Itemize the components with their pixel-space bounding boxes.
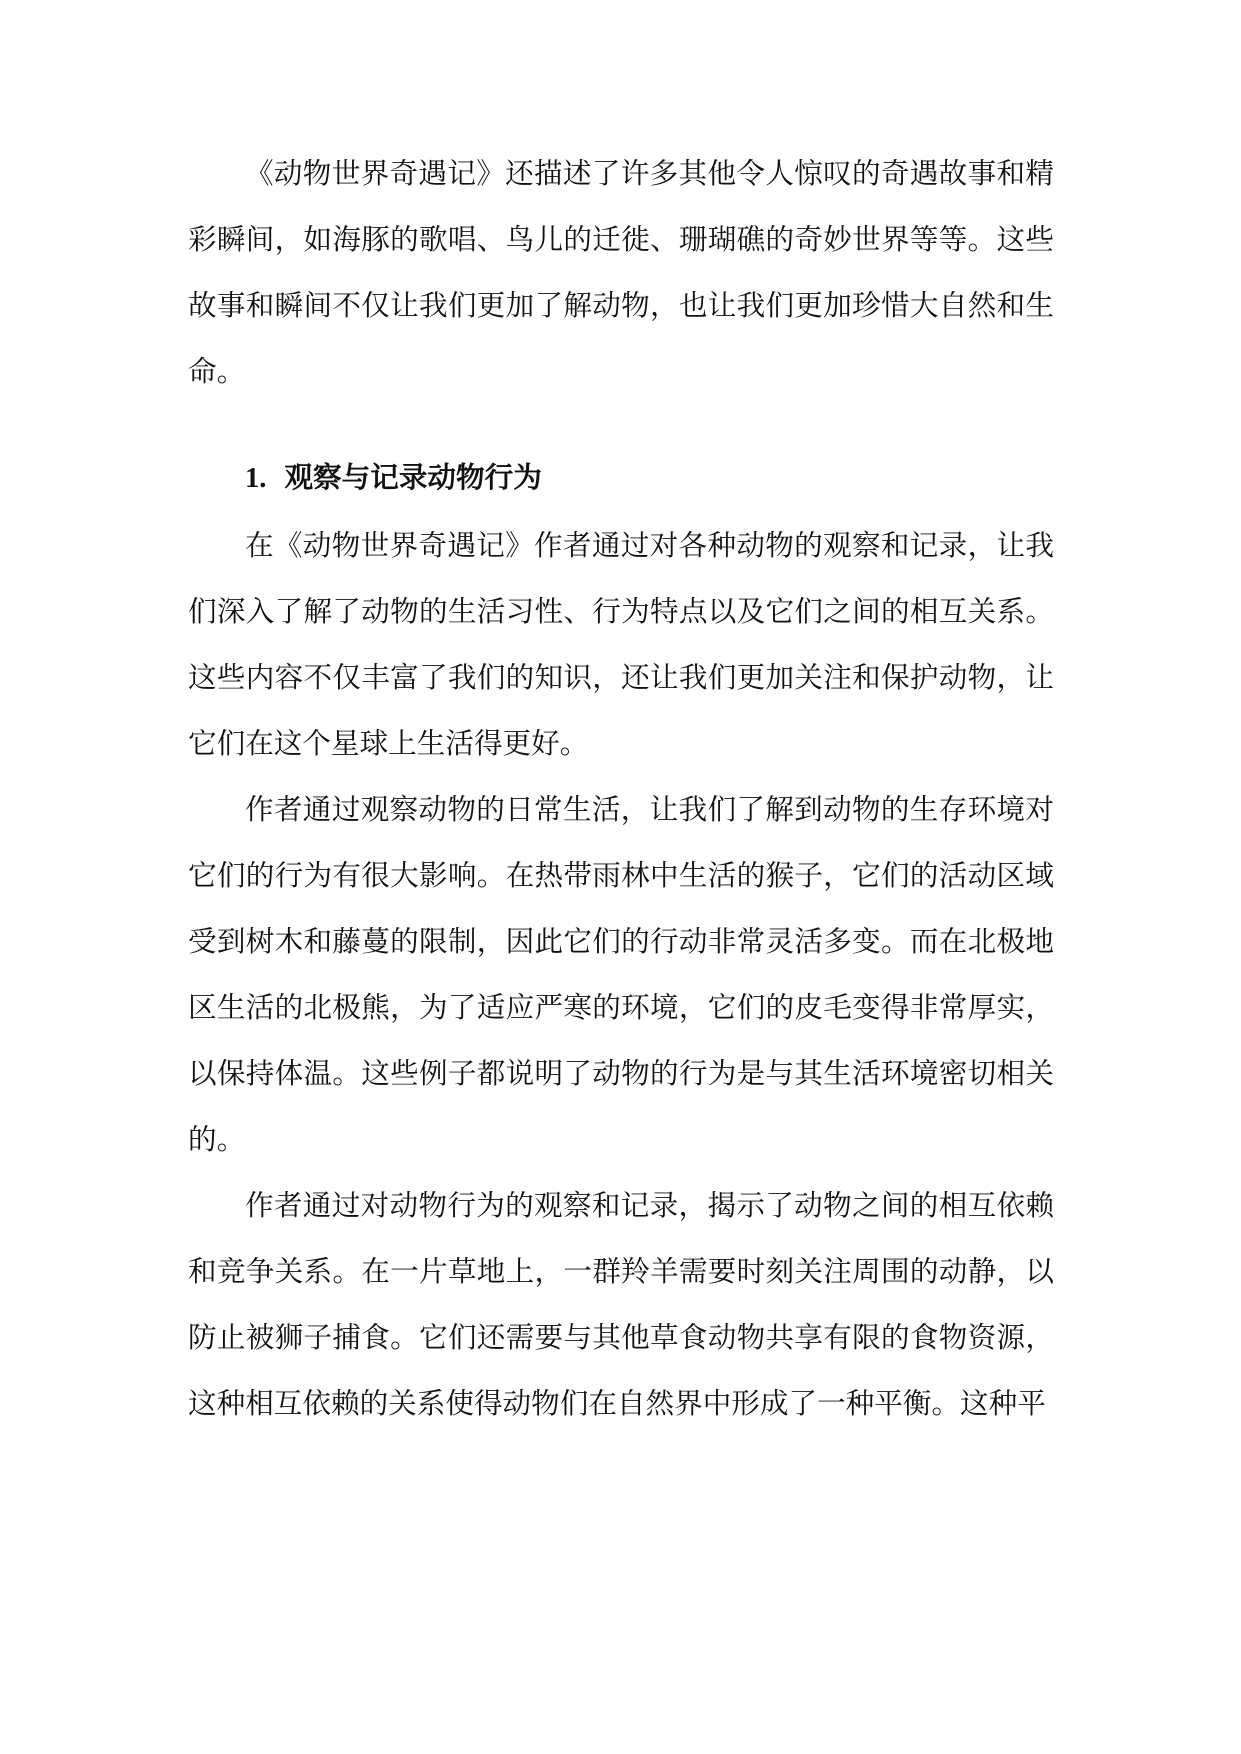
section-title: 观察与记录动物行为 bbox=[284, 460, 542, 494]
body-paragraph: 作者通过对动物行为的观察和记录，揭示了动物之间的相互依赖和竞争关系。在一片草地上，一群羚羊需要时刻关注周围的动静，以防止被狮子捕食。它们还需要与其他草食动物共享有限的食物资源，这种相互依赖的关系使得动物们在自然界中形成了一种平衡。这种平 bbox=[188, 1188, 1054, 1420]
intro-paragraph: 《动物世界奇遇记》还描述了许多其他令人惊叹的奇遇故事和精彩瞬间，如海豚的歌唱、鸟儿的迁徙、珊瑚礁的奇妙世界等等。这些故事和瞬间不仅让我们更加了解动物，也让我们更加珍惜大自然和生命。 bbox=[188, 156, 1054, 388]
body-paragraph: 作者通过观察动物的日常生活，让我们了解到动物的生存环境对它们的行为有很大影响。在热带雨林中生活的猴子，它们的活动区域受到树木和藤蔓的限制，因此它们的行动非常灵活多变。而在北极地区生活的北极熊，为了适应严寒的环境，它们的皮毛变得非常厚实，以保持体温。这些例子都说明了动物的行为是与其生活环境密切相关的。 bbox=[188, 792, 1054, 1156]
section-heading bbox=[188, 444, 1054, 512]
section-spacer bbox=[188, 404, 1054, 444]
body-paragraph: 在《动物世界奇遇记》作者通过对各种动物的观察和记录，让我们深入了解了动物的生活习性、行为特点以及它们之间的相互关系。这些内容不仅丰富了我们的知识，还让我们更加关注和保护动物，让它们在这个星球上生活得更好。 bbox=[188, 528, 1054, 760]
document-page bbox=[188, 140, 1054, 1436]
section-number: 1. bbox=[245, 463, 267, 494]
